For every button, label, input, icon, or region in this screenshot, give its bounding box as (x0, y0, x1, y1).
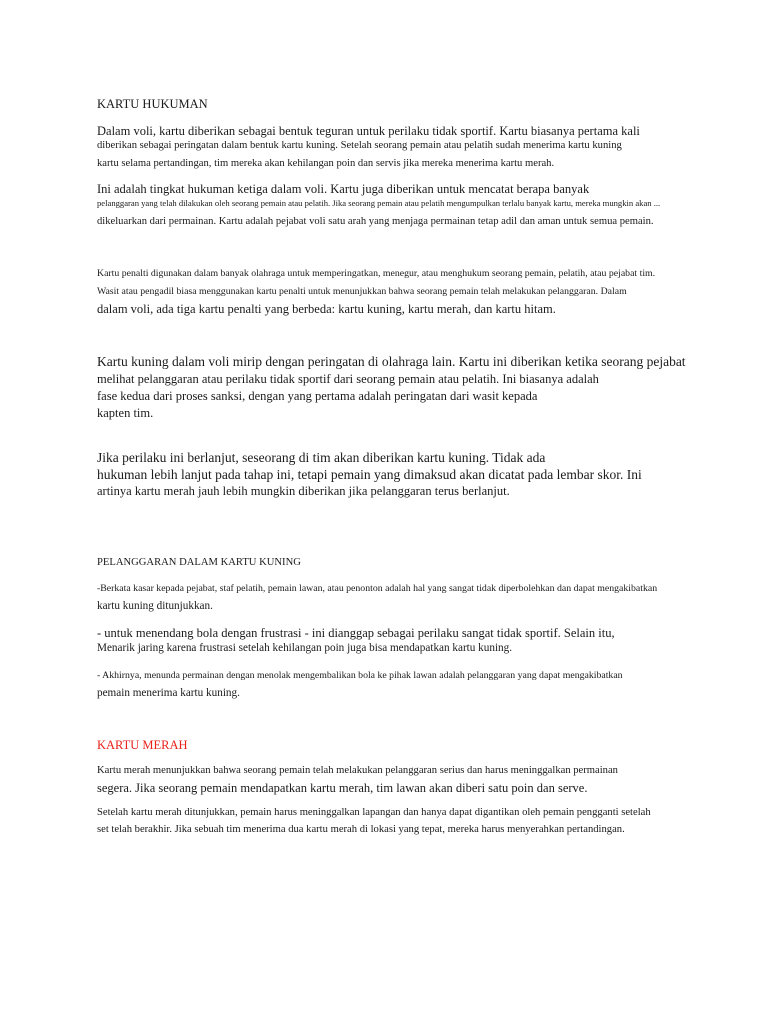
paragraph-line: dikeluarkan dari permainan. Kartu adalah pejabat voli satu arah yang menjaga permainan tetap adil dan aman untuk semua pemain. (97, 216, 654, 227)
list-item: - untuk menendang bola dengan frustrasi - ini dianggap sebagai perilaku sangat tidak sportif. Selain itu, (97, 626, 615, 640)
list-item: -Berkata kasar kepada pejabat, staf pelatih, pemain lawan, atau penonton adalah hal yang sangat tidak diperbolehkan dan dapat mengakibatkan (97, 583, 658, 594)
paragraph-line: Kartu merah menunjukkan bahwa seorang pemain telah melakukan pelanggaran serius dan harus meninggalkan permainan (97, 765, 618, 776)
list-item: kartu kuning ditunjukkan. (97, 600, 213, 612)
paragraph-line: dalam voli, ada tiga kartu penalti yang berbeda: kartu kuning, kartu merah, dan kartu hitam. (97, 302, 556, 316)
paragraph-line: set telah berakhir. Jika sebuah tim menerima dua kartu merah di lokasi yang tepat, mereka harus menyerahkan pertandingan. (97, 824, 625, 835)
paragraph-line: Ini adalah tingkat hukuman ketiga dalam voli. Kartu juga diberikan untuk mencatat berapa banyak (97, 182, 590, 196)
paragraph-line: artinya kartu merah jauh lebih mungkin diberikan jika pelanggaran terus berlanjut. (97, 484, 510, 498)
paragraph-line: Setelah kartu merah ditunjukkan, pemain harus meninggalkan lapangan dan hanya dapat digantikan oleh pemain pengganti setelah (97, 807, 651, 818)
heading-pelanggaran: PELANGGARAN DALAM KARTU KUNING (97, 557, 301, 568)
paragraph-line: Dalam voli, kartu diberikan sebagai bentuk teguran untuk perilaku tidak sportif. Kartu biasanya pertama kali (97, 124, 640, 138)
paragraph-line: melihat pelanggaran atau perilaku tidak sportif dari seorang pemain atau pelatih. Ini biasanya adalah (97, 372, 599, 386)
paragraph-line: Kartu penalti digunakan dalam banyak olahraga untuk memperingatkan, menegur, atau menghukum seorang pemain, pelatih, atau pejabat tim. (97, 268, 656, 279)
paragraph-line: kartu selama pertandingan, tim mereka akan kehilangan poin dan servis jika mereka menerima kartu merah. (97, 158, 555, 169)
heading-kartu-hukuman: KARTU HUKUMAN (97, 97, 208, 111)
paragraph-line: Kartu kuning dalam voli mirip dengan peringatan di olahraga lain. Kartu ini diberikan ketika seorang pejabat (97, 354, 686, 369)
paragraph-line: diberikan sebagai peringatan dalam bentuk kartu kuning. Setelah seorang pemain atau pelatih sudah menerima kartu kuning (97, 140, 622, 151)
paragraph-line: fase kedua dari proses sanksi, dengan yang pertama adalah peringatan dari wasit kepada (97, 389, 538, 403)
paragraph-line: pelanggaran yang telah dilakukan oleh seorang pemain atau pelatih. Jika seorang pemain atau pelatih mengumpulkan terlalu banyak kartu, mereka mungkin akan ... (97, 198, 661, 208)
paragraph-line: kapten tim. (97, 406, 154, 420)
list-item: - Akhirnya, menunda permainan dengan menolak mengembalikan bola ke pihak lawan adalah pelanggaran yang dapat mengakibatkan (97, 670, 623, 681)
list-item: pemain menerima kartu kuning. (97, 687, 240, 699)
paragraph-line: Jika perilaku ini berlanjut, seseorang di tim akan diberikan kartu kuning. Tidak ada (97, 450, 546, 465)
paragraph-line: segera. Jika seorang pemain mendapatkan kartu merah, tim lawan akan diberi satu poin dan serve. (97, 781, 588, 795)
heading-kartu-merah: KARTU MERAH (97, 738, 188, 752)
list-item: Menarik jaring karena frustrasi setelah kehilangan poin juga bisa mendapatkan kartu kuning. (97, 642, 513, 654)
paragraph-line: Wasit atau pengadil biasa menggunakan kartu penalti untuk menunjukkan bahwa seorang pemain telah melakukan pelanggaran. Dalam (97, 286, 627, 297)
paragraph-line: hukuman lebih lanjut pada tahap ini, tetapi pemain yang dimaksud akan dicatat pada lembar skor. Ini (97, 467, 642, 482)
